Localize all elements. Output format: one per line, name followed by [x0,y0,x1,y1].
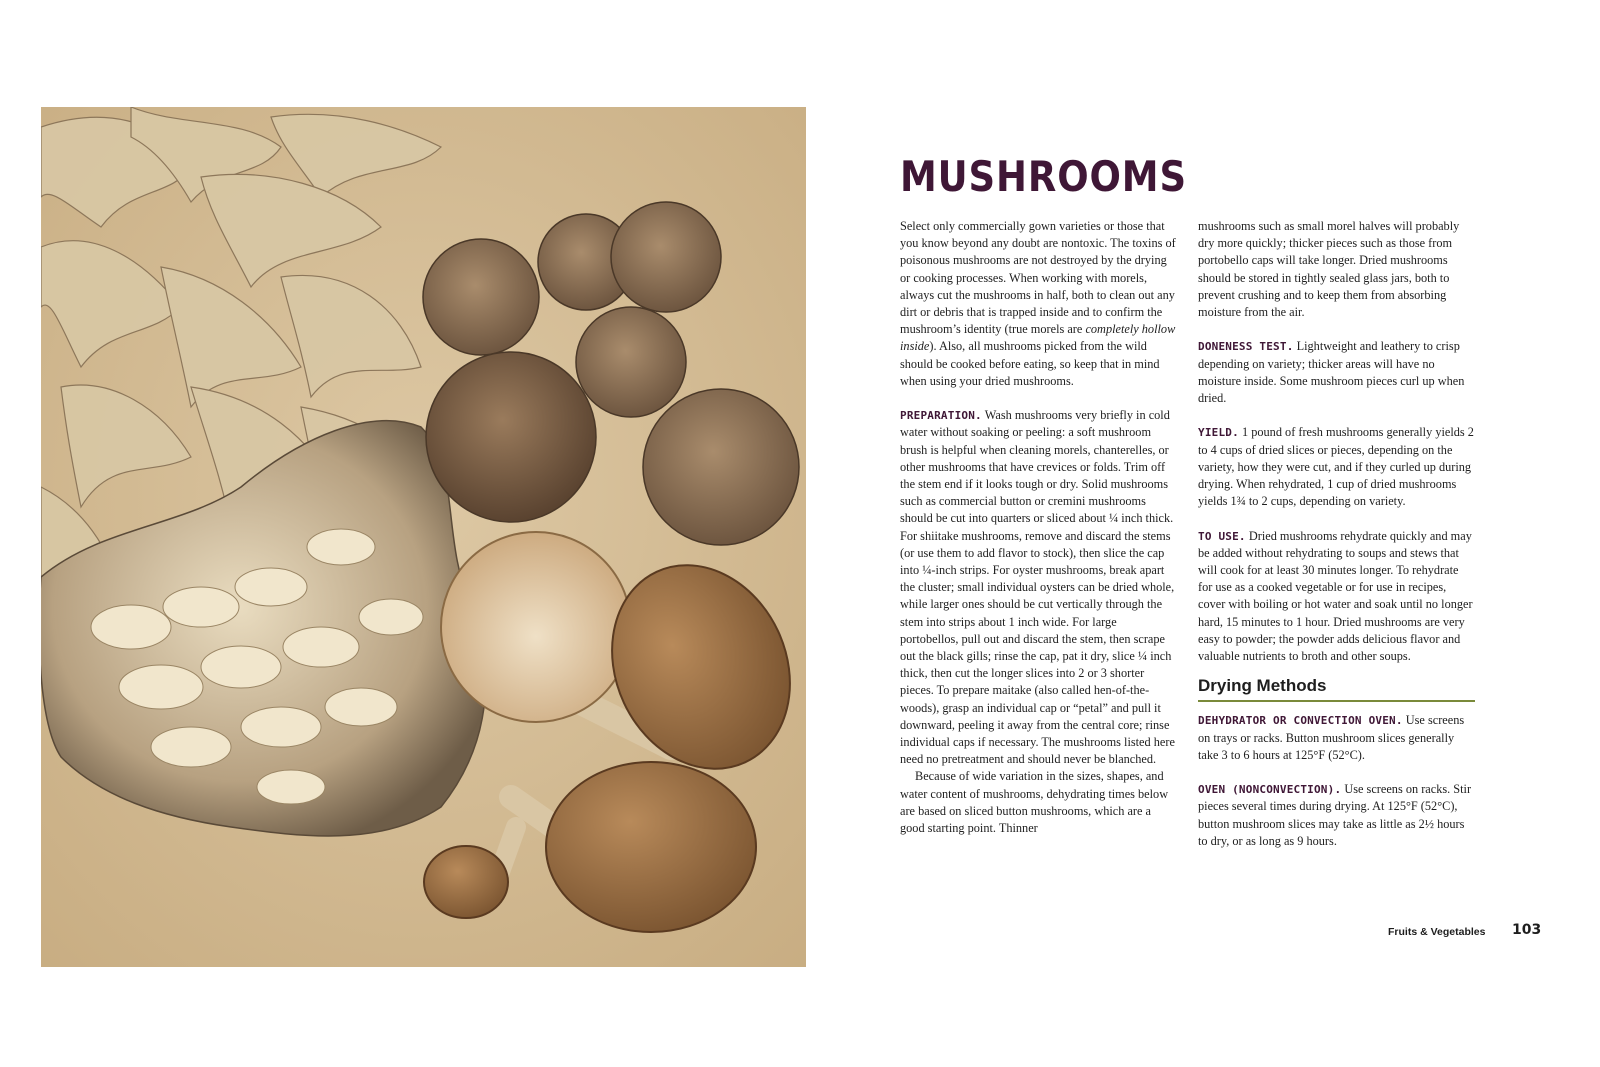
page-title: MUSHROOMS [900,152,1187,201]
section-footer: Fruits & Vegetables [1388,926,1486,938]
intro-text-1: Select only commercially gown varieties or those that you know beyond any doubt are nontoxic. The toxins of poisonous mushrooms are not destroyed by the drying or cooking processes. When working with morels, always cut the mushrooms in half, both to clean out any dirt or debris that is trapped inside and to confirm the mushroom’s identity (true morels are [900,219,1176,337]
yield-text: 1 pound of fresh mushrooms generally yields 2 to 4 cups of dried slices or pieces, depending on the variety, how they were cut, and if they curled up during drying. When rehydrated, 1 cup of dried mushrooms yields 1¾ to 2 cups, depending on variety. [1198,425,1474,509]
dehydrator-paragraph [1198,712,1475,764]
preparation-text: Wash mushrooms very briefly in cold water without soaking or peeling: a soft mushroom brush is helpful when cleaning morels, chanterelles, or other mushrooms that have crevices or folds. Trim off the stem end if it looks tough or dry. Solid mushrooms such as commercial button or cremini mushrooms should be cut into quarters or sliced about ¼ inch thick. For shiitake mushrooms, remove and discard the stems (or use them to add flavor to stock), then slice the cap into ¼-inch strips. For oyster mushrooms, break apart the cluster; small individual oysters can be dried whole, while larger ones should be cut vertically through the stem into strips about 1 inch wide. For large portobellos, pull out and discard the stem, then scrape out the black gills; rinse the cap, pat it dry, slice ¼ inch thick, then cut the longer slices into 2 or 3 shorter pieces. To prepare maitake (also called hen-of-the-woods), grasp an individual cap or “petal” and pull it downward, peeling it away from the central core; rinse individual caps if necessary. The mushrooms listed here need no pretreatment and should never be blanched. [900,408,1175,767]
oven-paragraph [1198,781,1475,850]
doneness-text: Lightweight and leathery to crisp depending on variety; thicker areas will have no moisture inside. Some mushroom pieces curl up when dried. [1198,339,1465,406]
oven-text: Use screens on racks. Stir pieces several times during drying. At 125°F (52°C), button mushroom slices may take as little as 2½ hours to dry, or as long as 9 hours. [1198,782,1472,848]
oven-label: OVEN (NONCONVECTION). [1198,783,1342,797]
continued-paragraph: mushrooms such as small morel halves will probably dry more quickly; thicker pieces such as those from portobello caps will take longer. Dried mushrooms should be stored in tightly sealed glass jars, both to prevent crushing and to keep them from absorbing moisture from the air. [1198,219,1460,320]
preparation-label: PREPARATION. [900,409,982,423]
intro-paragraph [900,218,1177,390]
to-use-text: Dried mushrooms rehydrate quickly and may be added without rehydrating to soups and stews that will cook for at least 30 minutes longer. To rehydrate for use as a cooked vegetable or for use in recipes, cover with boiling or hot water and soak until no longer hard, 15 minutes to 1 hour. Dried mushrooms are very easy to powder; the powder adds delicious flavor and valuable nutrients to broth and other soups. [1198,528,1473,664]
page-number: 103 [1512,922,1542,938]
text-column-left [900,218,1177,837]
yield-paragraph [1198,424,1475,510]
to-use-label: TO USE. [1198,529,1246,543]
doneness-paragraph [1198,338,1475,407]
mushroom-photo [41,107,806,967]
doneness-label: DONENESS TEST. [1198,340,1294,354]
variation-paragraph: Because of wide variation in the sizes, shapes, and water content of mushrooms, dehydrating times below are based on sliced button mushrooms, which are a good starting point. Thinner [900,769,1169,836]
text-column-right [1198,218,1475,850]
mushroom-illustration [41,107,806,967]
dehydrator-text: Use screens on trays or racks. Button mushroom slices generally take 3 to 6 hours at 125°F (52°C). [1198,713,1465,762]
dehydrator-label: DEHYDRATOR OR CONVECTION OVEN. [1198,714,1403,728]
intro-emphasis: completely hollow inside [900,322,1176,354]
to-use-paragraph [1198,528,1475,666]
drying-methods-heading: Drying Methods [1198,677,1475,702]
intro-text-2: ). Also, all mushrooms picked from the wild should be cooked before eating, so keep that in mind when using your dried mushrooms. [900,339,1160,388]
preparation-paragraph [900,407,1177,768]
yield-label: YIELD. [1198,426,1239,440]
